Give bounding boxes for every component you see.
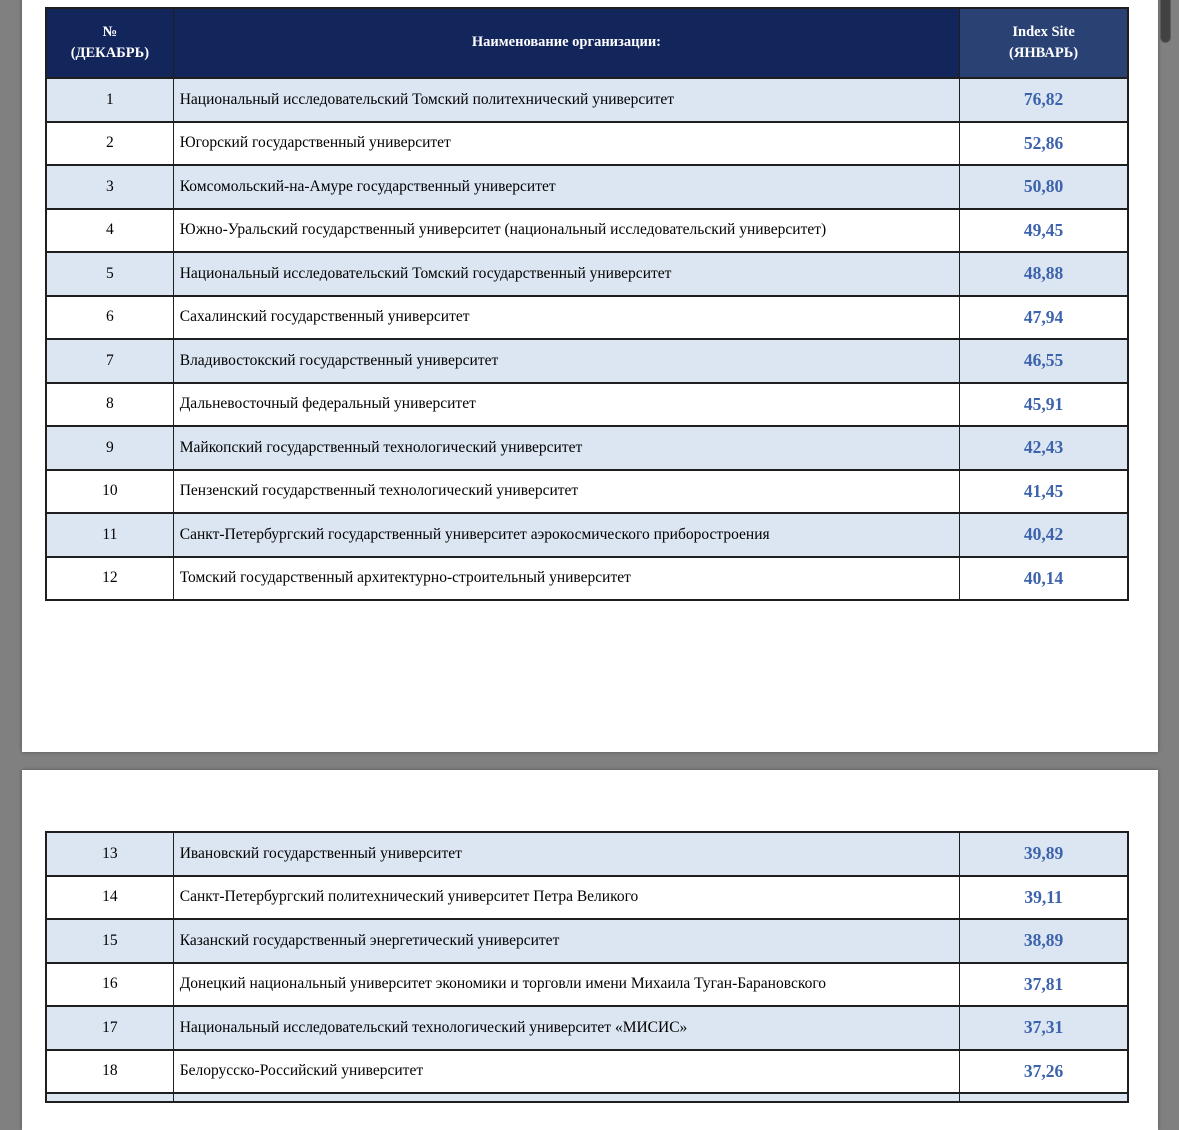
index-header-line2: (ЯНВАРЬ) — [1009, 45, 1079, 61]
table-row — [46, 513, 1128, 557]
cell-index-value: 47,94 — [960, 296, 1128, 340]
table-row — [46, 470, 1128, 514]
cell-index-value: 42,43 — [960, 426, 1128, 470]
table-row — [46, 426, 1128, 470]
cell-index-value: 50,80 — [960, 165, 1128, 209]
cell-organization-name: Национальный исследовательский технологический университет «МИСИС» — [173, 1006, 959, 1050]
cell-organization-name: Южно-Уральский государственный университет (национальный исследовательский университет) — [173, 209, 959, 253]
table-row — [46, 296, 1128, 340]
cell-organization-name: Санкт-Петербургский политехнический университет Петра Великого — [173, 876, 959, 920]
cell-rank: 11 — [46, 513, 173, 557]
cell-organization-name: Майкопский государственный технологический университет — [173, 426, 959, 470]
cell-rank: 17 — [46, 1006, 173, 1050]
cell-index-value: 39,89 — [960, 832, 1128, 876]
cell-organization-name: Казанский государственный энергетический университет — [173, 919, 959, 963]
cell-rank — [46, 1093, 173, 1102]
cell-index-value: 37,81 — [960, 963, 1128, 1007]
cell-rank: 18 — [46, 1050, 173, 1094]
cell-index-value: 49,45 — [960, 209, 1128, 253]
cell-organization-name: Ивановский государственный университет — [173, 832, 959, 876]
cell-organization-name: Дальневосточный федеральный университет — [173, 383, 959, 427]
table-row — [46, 919, 1128, 963]
table-row — [46, 876, 1128, 920]
cell-index-value: 45,91 — [960, 383, 1128, 427]
cell-index-value: 37,26 — [960, 1050, 1128, 1094]
cell-rank: 1 — [46, 78, 173, 122]
cell-organization-name: Томский государственный архитектурно-строительный университет — [173, 557, 959, 601]
cell-rank: 7 — [46, 339, 173, 383]
table-row — [46, 122, 1128, 166]
cell-organization-name — [173, 1093, 959, 1102]
rank-header-line2: (ДЕКАБРЬ) — [70, 45, 150, 61]
cell-rank: 12 — [46, 557, 173, 601]
cell-rank: 3 — [46, 165, 173, 209]
cell-index-value: 41,45 — [960, 470, 1128, 514]
ranking-table-page-1 — [45, 7, 1129, 601]
vertical-scrollbar-thumb[interactable] — [1160, 0, 1171, 43]
cell-index-value: 40,42 — [960, 513, 1128, 557]
cell-index-value: 46,55 — [960, 339, 1128, 383]
cell-rank: 8 — [46, 383, 173, 427]
table-row — [46, 832, 1128, 876]
table-row — [46, 252, 1128, 296]
ranking-table-page-2 — [45, 831, 1129, 1103]
table-row-partial — [46, 1093, 1128, 1102]
cell-index-value: 52,86 — [960, 122, 1128, 166]
cell-organization-name: Пензенский государственный технологический университет — [173, 470, 959, 514]
table-row — [46, 209, 1128, 253]
cell-rank: 13 — [46, 832, 173, 876]
cell-rank: 14 — [46, 876, 173, 920]
cell-organization-name: Санкт-Петербургский государственный университет аэрокосмического приборостроения — [173, 513, 959, 557]
cell-index-value: 38,89 — [960, 919, 1128, 963]
column-header-index — [960, 8, 1128, 78]
cell-organization-name: Владивостокский государственный университет — [173, 339, 959, 383]
table-row — [46, 1050, 1128, 1094]
cell-index-value: 37,31 — [960, 1006, 1128, 1050]
cell-rank: 4 — [46, 209, 173, 253]
cell-organization-name: Югорский государственный университет — [173, 122, 959, 166]
rank-header-line1: № — [102, 23, 118, 40]
table-row — [46, 78, 1128, 122]
cell-rank: 10 — [46, 470, 173, 514]
cell-organization-name: Национальный исследовательский Томский политехнический университет — [173, 78, 959, 122]
document-page-1 — [22, 0, 1158, 752]
column-header-rank — [46, 8, 173, 78]
table-row — [46, 383, 1128, 427]
cell-organization-name: Комсомольский-на-Амуре государственный университет — [173, 165, 959, 209]
cell-rank: 5 — [46, 252, 173, 296]
table-row — [46, 339, 1128, 383]
cell-rank: 2 — [46, 122, 173, 166]
cell-index-value: 76,82 — [960, 78, 1128, 122]
cell-organization-name: Сахалинский государственный университет — [173, 296, 959, 340]
cell-rank: 15 — [46, 919, 173, 963]
cell-organization-name: Белорусско-Российский университет — [173, 1050, 959, 1094]
cell-index-value: 39,11 — [960, 876, 1128, 920]
table-row — [46, 165, 1128, 209]
column-header-name — [173, 8, 959, 78]
cell-index-value: 40,14 — [960, 557, 1128, 601]
cell-organization-name: Национальный исследовательский Томский государственный университет — [173, 252, 959, 296]
name-header-label: Наименование организации: — [471, 34, 662, 51]
cell-organization-name: Донецкий национальный университет экономики и торговли имени Михаила Туган-Барановского — [173, 963, 959, 1007]
table-header-row — [46, 8, 1128, 78]
cell-index-value: 48,88 — [960, 252, 1128, 296]
document-page-2 — [22, 770, 1158, 1130]
table-row — [46, 1006, 1128, 1050]
table-row — [46, 963, 1128, 1007]
index-header-line1: Index Site — [1012, 23, 1075, 40]
cell-index-value — [960, 1093, 1128, 1102]
cell-rank: 9 — [46, 426, 173, 470]
cell-rank: 16 — [46, 963, 173, 1007]
cell-rank: 6 — [46, 296, 173, 340]
table-row — [46, 557, 1128, 601]
